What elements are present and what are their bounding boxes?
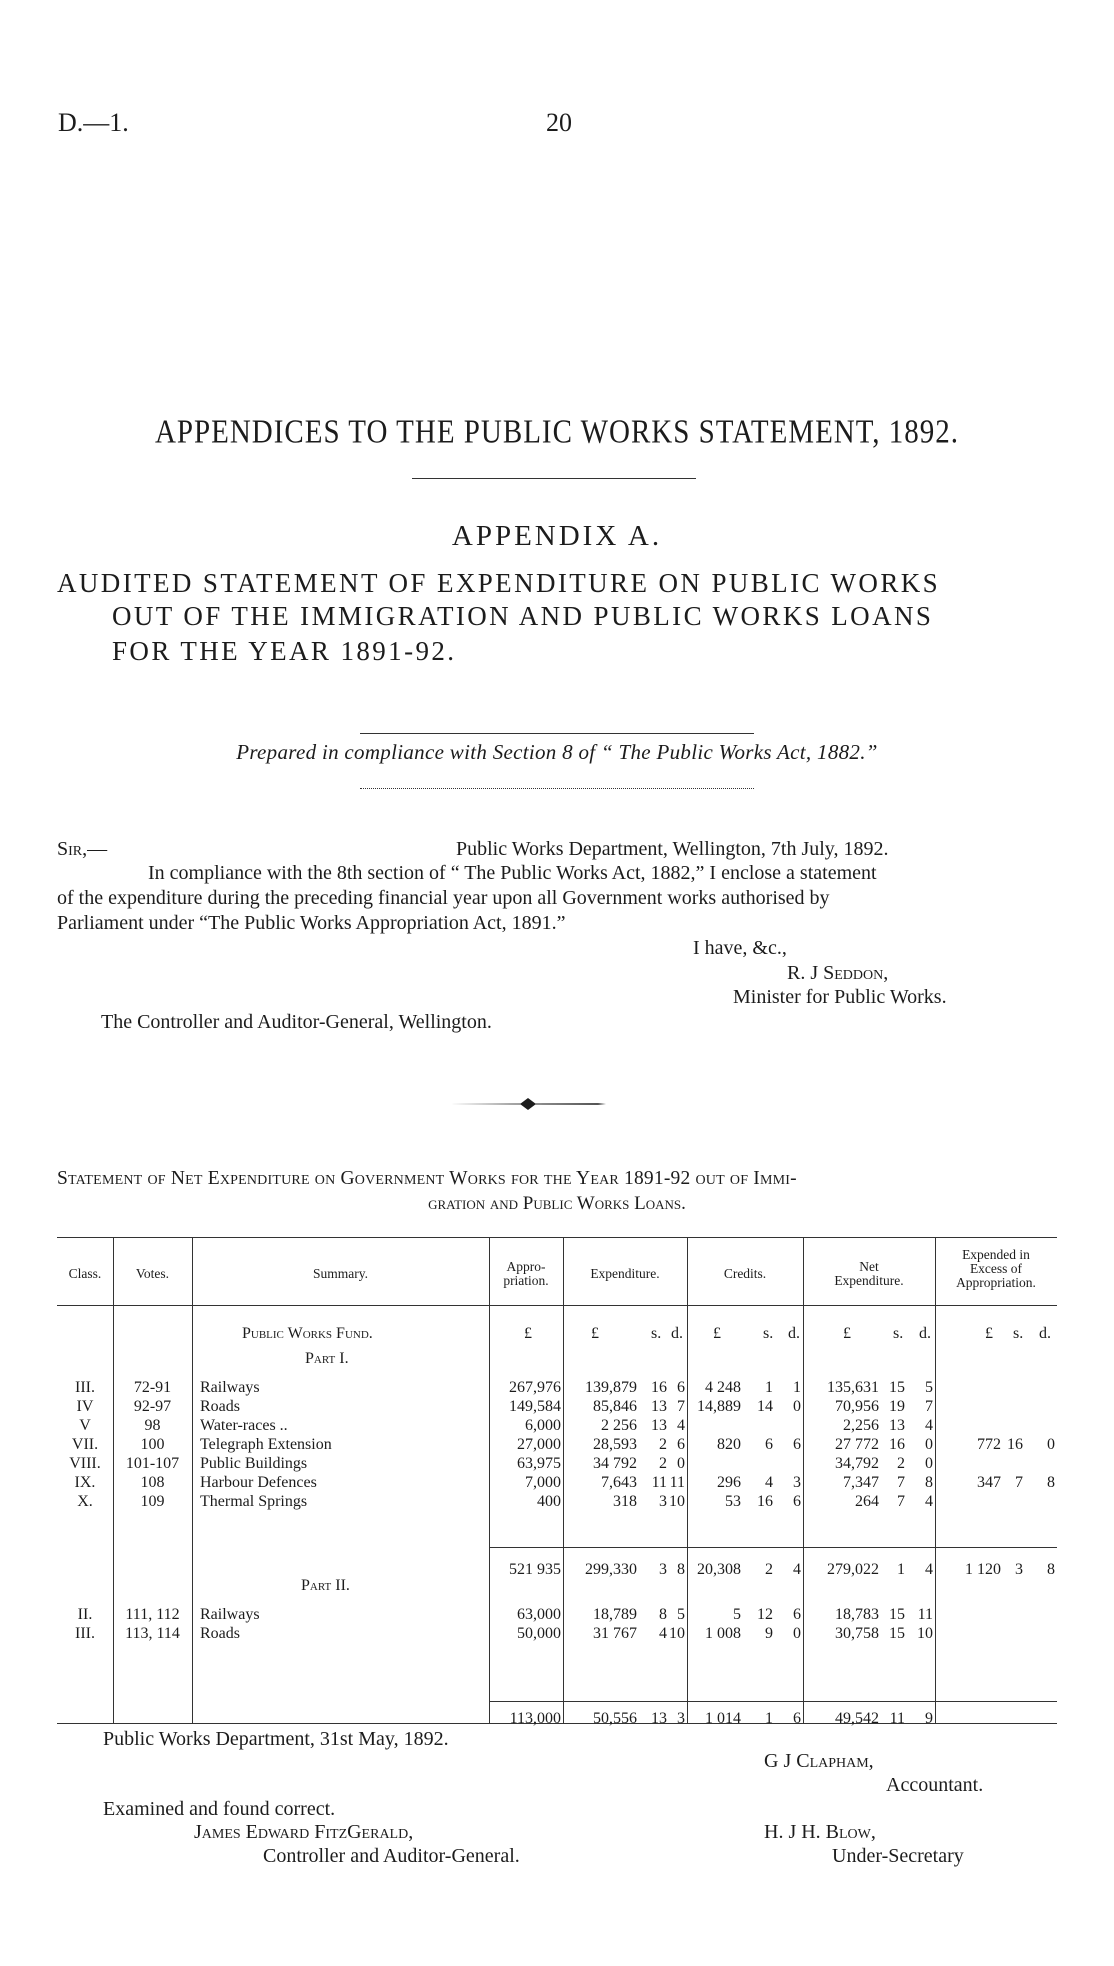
accountant-title: Accountant. — [886, 1774, 984, 1796]
expenditure-cell: 0 — [677, 1455, 685, 1472]
expenditure-cell: 10 — [669, 1625, 685, 1642]
expenditure-cell: 3 — [659, 1561, 667, 1578]
expenditure-cell: 3 — [677, 1710, 685, 1727]
expenditure-cell: 13 — [651, 1398, 667, 1415]
credits-cell: 1 — [765, 1379, 773, 1396]
letter-addressee: The Controller and Auditor-General, Wellington. — [101, 1011, 492, 1033]
net-cell: 4 — [925, 1417, 933, 1434]
credits-cell: 6 — [793, 1606, 801, 1623]
summary-cell: Thermal Springs — [200, 1493, 308, 1510]
summary-cell: Railways — [200, 1606, 260, 1623]
part1-total-rule — [489, 1547, 1057, 1548]
appendix-subtitle-line: OUT OF THE IMMIGRATION AND PUBLIC WORKS LOANS — [112, 601, 934, 631]
excess-cell: 8 — [1047, 1474, 1055, 1491]
net-cell: 279,022 — [827, 1561, 879, 1578]
appropriation-cell: 400 — [537, 1493, 561, 1510]
unit-label: s. — [763, 1325, 774, 1342]
class-cell: V — [79, 1417, 91, 1434]
expenditure-cell: 318 — [613, 1493, 637, 1510]
page-title: APPENDICES TO THE PUBLIC WORKS STATEMENT, 1892. — [154, 413, 960, 451]
excess-cell: 0 — [1047, 1436, 1055, 1453]
title-rule — [412, 478, 696, 479]
net-cell: 0 — [925, 1455, 933, 1472]
expenditure-cell: 5 — [677, 1606, 685, 1623]
unit-label: s. — [651, 1325, 662, 1342]
column-divider — [935, 1237, 936, 1723]
expenditure-cell: 34 792 — [593, 1455, 637, 1472]
letter-dateline: Public Works Department, Wellington, 7th July, 1892. — [456, 838, 889, 860]
credits-cell: 5 — [733, 1606, 741, 1623]
votes-cell: 113, 114 — [125, 1625, 180, 1642]
net-cell: 15 — [889, 1379, 905, 1396]
excess-cell: 772 — [977, 1436, 1001, 1453]
net-cell: 15 — [889, 1625, 905, 1642]
letter-signature-title: Minister for Public Works. — [733, 986, 947, 1008]
table-header-rule — [57, 1305, 1057, 1306]
appropriation-cell: 63,000 — [517, 1606, 561, 1623]
class-cell: VII. — [71, 1436, 99, 1453]
credits-cell: 2 — [765, 1561, 773, 1578]
votes-cell: 100 — [140, 1436, 165, 1453]
class-cell: III. — [75, 1625, 95, 1642]
credits-cell: 1 — [793, 1379, 801, 1396]
column-divider — [563, 1237, 564, 1723]
expenditure-cell: 13 — [651, 1417, 667, 1434]
credits-cell: 3 — [793, 1474, 801, 1491]
net-cell: 16 — [889, 1436, 905, 1453]
net-cell: 4 — [925, 1561, 933, 1578]
part-label: Part II. — [301, 1577, 350, 1594]
appropriation-cell: 63,975 — [517, 1455, 561, 1472]
net-cell: 13 — [889, 1417, 905, 1434]
credits-cell: 6 — [765, 1436, 773, 1453]
expenditure-cell: 3 — [659, 1493, 667, 1510]
appropriation-cell: 521 935 — [509, 1561, 561, 1578]
letter-body-line: In compliance with the 8th section of “ The Public Works Act, 1882,” I enclose a statement — [148, 862, 877, 884]
header-net-expenditure: Expenditure. — [834, 1273, 904, 1288]
net-cell: 11 — [917, 1606, 933, 1623]
unit-label: £ — [843, 1325, 851, 1342]
net-cell: 9 — [925, 1710, 933, 1727]
summary-cell: Harbour Defences — [200, 1474, 317, 1491]
excess-cell: 347 — [977, 1474, 1001, 1491]
unit-label: d. — [919, 1325, 931, 1342]
letter-salutation: Sir,— — [57, 838, 108, 860]
header-excess: Expended in — [962, 1247, 1030, 1262]
credits-cell: 53 — [725, 1493, 741, 1510]
expenditure-cell: 13 — [651, 1710, 667, 1727]
votes-cell: 111, 112 — [125, 1606, 180, 1623]
expenditure-cell: 6 — [677, 1436, 685, 1453]
net-cell: 18,783 — [835, 1606, 879, 1623]
summary-cell: Railways — [200, 1379, 260, 1396]
summary-cell: Telegraph Extension — [200, 1436, 332, 1453]
part-label: Part I. — [305, 1350, 349, 1367]
net-cell: 5 — [925, 1379, 933, 1396]
net-cell: 2,256 — [843, 1417, 879, 1434]
header-credits: Credits. — [723, 1266, 767, 1281]
accountant-name: G J Clapham, — [764, 1750, 874, 1772]
credits-cell: 12 — [757, 1606, 773, 1623]
column-divider — [489, 1237, 490, 1723]
unit-label: d. — [788, 1325, 800, 1342]
credits-cell: 6 — [793, 1436, 801, 1453]
letter-closing: I have, &c., — [693, 937, 787, 959]
appropriation-cell: 149,584 — [509, 1398, 561, 1415]
credits-cell: 6 — [793, 1493, 801, 1510]
class-cell: II. — [77, 1606, 93, 1623]
net-cell: 27 772 — [835, 1436, 879, 1453]
expenditure-cell: 2 — [659, 1455, 667, 1472]
votes-cell: 108 — [140, 1474, 165, 1491]
net-cell: 7 — [897, 1493, 905, 1510]
auditor-title: Controller and Auditor-General. — [263, 1845, 520, 1867]
letter-body-line: of the expenditure during the preceding financial year upon all Government works authorised by — [57, 887, 830, 909]
summary-cell: Roads — [200, 1398, 240, 1415]
prepared-rule-top — [360, 733, 754, 734]
net-cell: 11 — [889, 1710, 905, 1727]
appendix-subtitle-line: AUDITED STATEMENT OF EXPENDITURE ON PUBLIC WORKS — [57, 568, 941, 598]
unit-label: d. — [1039, 1325, 1051, 1342]
expenditure-cell: 11 — [669, 1474, 685, 1491]
class-cell: IX. — [74, 1474, 96, 1491]
footer-department-date: Public Works Department, 31st May, 1892. — [103, 1728, 449, 1750]
credits-cell: 1 008 — [705, 1625, 741, 1642]
statement-title-line: gration and Public Works Loans. — [428, 1193, 686, 1214]
expenditure-cell: 4 — [677, 1417, 685, 1434]
credits-cell: 20,308 — [697, 1561, 741, 1578]
letter-body-line: Parliament under “The Public Works Appropriation Act, 1891.” — [57, 912, 566, 934]
document-code: D.—1. — [58, 108, 129, 137]
net-cell: 7,347 — [843, 1474, 879, 1491]
expenditure-cell: 28,593 — [593, 1436, 637, 1453]
net-cell: 0 — [925, 1436, 933, 1453]
header-votes: Votes. — [135, 1266, 170, 1281]
expenditure-table — [57, 1225, 1057, 1727]
unit-label: d. — [671, 1325, 683, 1342]
column-divider — [687, 1237, 688, 1723]
credits-cell: 4 — [793, 1561, 801, 1578]
appendix-label: APPENDIX A. — [451, 520, 663, 552]
appropriation-cell: 113,000 — [509, 1710, 561, 1727]
votes-cell: 101-107 — [125, 1455, 180, 1472]
unit-label: £ — [524, 1325, 532, 1342]
header-excess: Appropriation. — [956, 1275, 1036, 1290]
net-cell: 4 — [925, 1493, 933, 1510]
expenditure-cell: 139,879 — [585, 1379, 637, 1396]
net-cell: 49,542 — [835, 1710, 879, 1727]
votes-cell: 109 — [140, 1493, 165, 1510]
expenditure-cell: 18,789 — [593, 1606, 637, 1623]
net-cell: 135,631 — [827, 1379, 879, 1396]
expenditure-cell: 6 — [677, 1379, 685, 1396]
expenditure-cell: 2 256 — [601, 1417, 637, 1434]
appropriation-cell: 267,976 — [509, 1379, 561, 1396]
header-expenditure: Expenditure. — [590, 1266, 660, 1281]
excess-cell: 8 — [1047, 1561, 1055, 1578]
prepared-note: Prepared in compliance with Section 8 of “ The Public Works Act, 1882.” — [236, 740, 878, 764]
appropriation-cell: 27,000 — [517, 1436, 561, 1453]
credits-cell: 1 — [765, 1710, 773, 1727]
expenditure-cell: 31 767 — [593, 1625, 637, 1642]
votes-cell: 98 — [144, 1417, 161, 1434]
unit-label: £ — [985, 1325, 993, 1342]
credits-cell: 6 — [793, 1710, 801, 1727]
net-cell: 70,956 — [835, 1398, 879, 1415]
header-net-expenditure: Net — [859, 1259, 879, 1274]
class-cell: X. — [77, 1493, 93, 1510]
undersecretary-title: Under-Secretary — [832, 1845, 964, 1867]
unit-label: £ — [591, 1325, 599, 1342]
auditor-name: James Edward FitzGerald, — [194, 1821, 414, 1843]
credits-cell: 296 — [717, 1474, 741, 1491]
header-summary: Summary. — [313, 1266, 368, 1281]
column-divider — [803, 1237, 804, 1723]
expenditure-cell: 299,330 — [585, 1561, 637, 1578]
column-divider — [192, 1237, 193, 1723]
page-number: 20 — [546, 108, 572, 137]
net-cell: 30,758 — [835, 1625, 879, 1642]
appropriation-cell: 6,000 — [525, 1417, 561, 1434]
credits-cell: 4 — [765, 1474, 773, 1491]
votes-cell: 92-97 — [133, 1398, 172, 1415]
excess-cell: 16 — [1007, 1436, 1023, 1453]
unit-label: £ — [713, 1325, 721, 1342]
header-appropriation: Appro- — [506, 1259, 546, 1274]
appendix-subtitle-line: FOR THE YEAR 1891-92. — [112, 636, 457, 666]
fund-label: Public Works Fund. — [242, 1325, 373, 1342]
votes-cell: 72-91 — [133, 1379, 172, 1396]
header-class: Class. — [68, 1266, 102, 1281]
net-cell: 2 — [897, 1455, 905, 1472]
net-cell: 7 — [897, 1474, 905, 1491]
summary-cell: Public Buildings — [200, 1455, 308, 1472]
expenditure-cell: 2 — [659, 1436, 667, 1453]
credits-cell: 14,889 — [697, 1398, 741, 1415]
credits-cell: 4 248 — [705, 1379, 741, 1396]
expenditure-cell: 4 — [659, 1625, 667, 1642]
excess-cell: 1 120 — [965, 1561, 1001, 1578]
expenditure-cell: 16 — [651, 1379, 667, 1396]
expenditure-cell: 7 — [677, 1398, 685, 1415]
summary-cell: Water-races .. — [200, 1417, 288, 1434]
ornament-divider-icon — [448, 1097, 608, 1111]
excess-cell: 3 — [1015, 1561, 1023, 1578]
header-appropriation: priation. — [503, 1273, 549, 1288]
class-cell: III. — [75, 1379, 95, 1396]
expenditure-cell: 50,556 — [593, 1710, 637, 1727]
table-top-rule — [57, 1237, 1057, 1238]
examined-note: Examined and found correct. — [103, 1798, 336, 1820]
unit-label: s. — [893, 1325, 904, 1342]
net-cell: 34,792 — [835, 1455, 879, 1472]
net-cell: 264 — [855, 1493, 879, 1510]
unit-label: s. — [1013, 1325, 1024, 1342]
excess-cell: 7 — [1015, 1474, 1023, 1491]
expenditure-cell: 8 — [677, 1561, 685, 1578]
expenditure-cell: 85,846 — [593, 1398, 637, 1415]
net-cell: 8 — [925, 1474, 933, 1491]
expenditure-cell: 7,643 — [601, 1474, 637, 1491]
prepared-rule-bottom — [360, 788, 754, 789]
appropriation-cell: 50,000 — [517, 1625, 561, 1642]
appropriation-cell: 7,000 — [525, 1474, 561, 1491]
net-cell: 19 — [889, 1398, 905, 1415]
net-cell: 7 — [925, 1398, 933, 1415]
class-cell: VIII. — [69, 1455, 101, 1472]
credits-cell: 820 — [717, 1436, 741, 1453]
expenditure-cell: 10 — [669, 1493, 685, 1510]
net-cell: 10 — [917, 1625, 933, 1642]
credits-cell: 16 — [757, 1493, 773, 1510]
credits-cell: 0 — [793, 1398, 801, 1415]
summary-cell: Roads — [200, 1625, 240, 1642]
undersecretary-name: H. J H. Blow, — [764, 1821, 876, 1843]
part2-total-rule — [489, 1701, 1057, 1702]
header-excess: Excess of — [969, 1261, 1023, 1276]
statement-title-line: Statement of Net Expenditure on Government Works for the Year 1891-92 out of Immi- — [57, 1168, 797, 1189]
credits-cell: 0 — [793, 1625, 801, 1642]
expenditure-cell: 11 — [651, 1474, 667, 1491]
credits-cell: 14 — [757, 1398, 773, 1415]
expenditure-cell: 8 — [659, 1606, 667, 1623]
net-cell: 1 — [897, 1561, 905, 1578]
letter-signature-name: R. J Seddon, — [787, 962, 889, 984]
credits-cell: 9 — [765, 1625, 773, 1642]
credits-cell: 1 014 — [705, 1710, 741, 1727]
class-cell: IV — [76, 1398, 94, 1415]
net-cell: 15 — [889, 1606, 905, 1623]
